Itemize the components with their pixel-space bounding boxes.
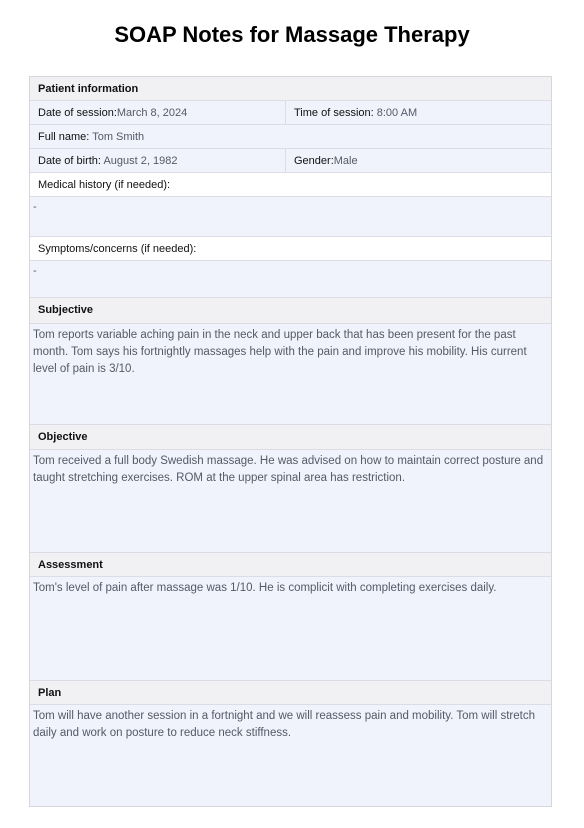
full-name-field[interactable] xyxy=(30,125,551,149)
objective-text-area[interactable]: Tom received a full body Swedish massage. He was advised on how to maintain correct posture and taught stretching exercises. ROM at the upper spinal area has restriction. xyxy=(30,450,551,553)
time-of-session-label: Time of session: xyxy=(294,107,374,119)
objective-heading: Objective xyxy=(30,425,551,450)
gender-field[interactable] xyxy=(286,149,553,172)
subjective-heading: Subjective xyxy=(30,298,551,324)
gender-value: Male xyxy=(333,155,358,167)
patient-info-heading: Patient information xyxy=(30,77,551,101)
medical-history-label: Medical history (if needed): xyxy=(30,173,551,197)
full-name-label: Full name: xyxy=(38,131,90,143)
assessment-text-area[interactable]: Tom's level of pain after massage was 1/10. He is complicit with completing exercises daily. xyxy=(30,577,551,681)
date-of-session-field[interactable] xyxy=(30,101,286,124)
gender-label: Gender: xyxy=(294,155,334,167)
symptoms-field[interactable]: - xyxy=(30,261,551,298)
symptoms-label: Symptoms/concerns (if needed): xyxy=(30,237,551,261)
document-title: SOAP Notes for Massage Therapy xyxy=(114,22,470,47)
date-of-birth-value: August 2, 1982 xyxy=(103,155,178,167)
full-name-value: Tom Smith xyxy=(92,131,145,143)
time-of-session-value: 8:00 AM xyxy=(376,107,418,119)
time-of-session-field[interactable] xyxy=(286,101,553,124)
plan-heading: Plan xyxy=(30,681,551,705)
date-of-session-value: March 8, 2024 xyxy=(116,107,188,119)
medical-history-field[interactable]: - xyxy=(30,197,551,237)
date-of-birth-field[interactable] xyxy=(30,149,286,172)
subjective-text-area[interactable]: Tom reports variable aching pain in the neck and upper back that has been present for the past month. Tom says his fortnightly massages help with the pain and improve his mobility. His current level of pain is 3/10. xyxy=(30,324,551,425)
date-of-session-label: Date of session: xyxy=(38,107,117,119)
dob-gender-row xyxy=(30,149,551,173)
session-row xyxy=(30,101,551,125)
soap-form xyxy=(29,76,552,807)
date-of-birth-label: Date of birth: xyxy=(38,155,101,167)
assessment-heading: Assessment xyxy=(30,553,551,577)
plan-text-area[interactable]: Tom will have another session in a fortnight and we will reassess pain and mobility. Tom will stretch daily and work on posture to reduce neck stiffness. xyxy=(30,705,551,806)
